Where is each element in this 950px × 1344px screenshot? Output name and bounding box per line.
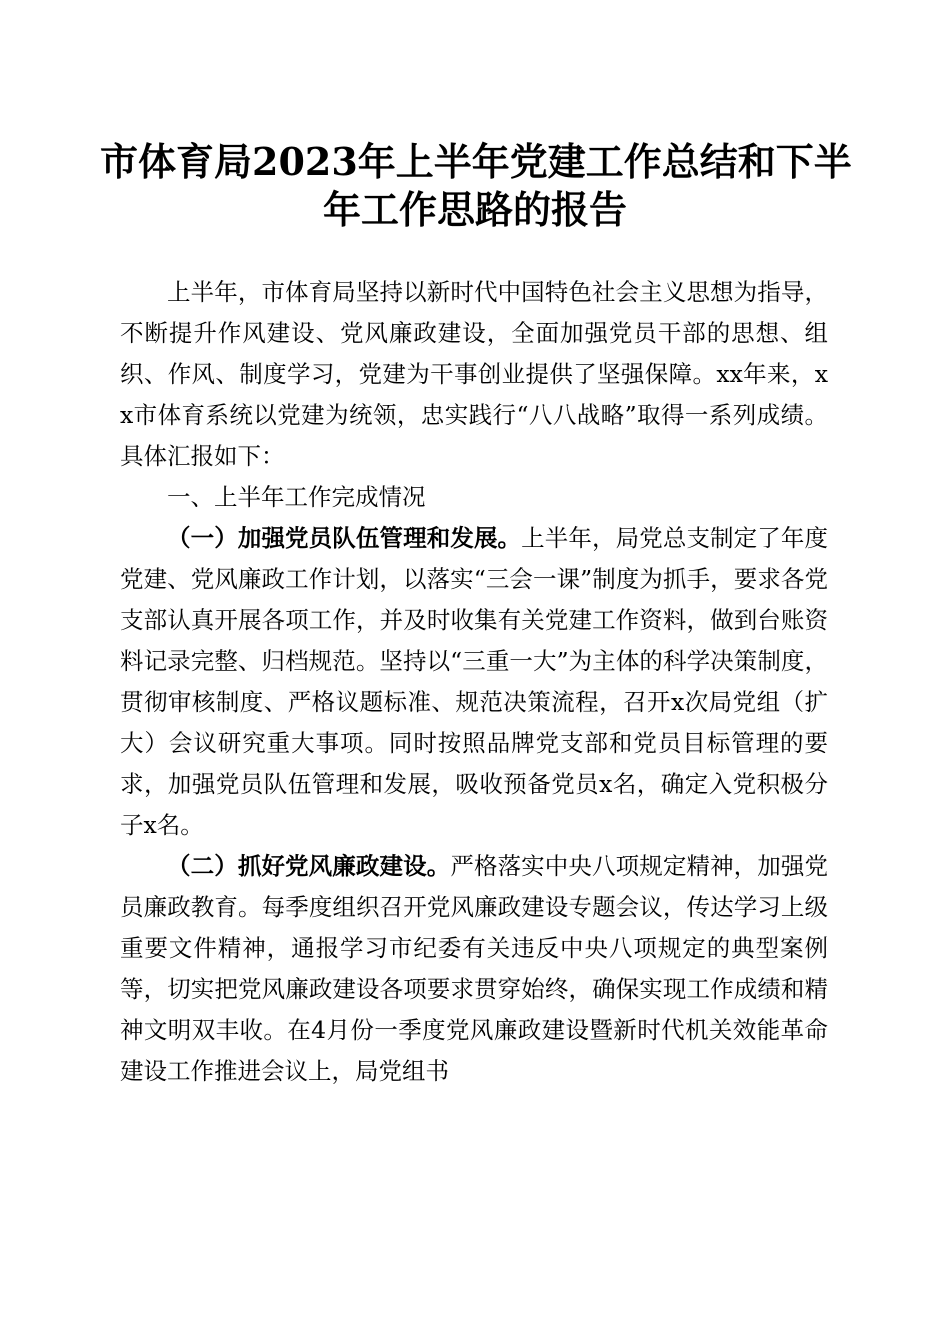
subsection-1-paragraph [120,518,828,846]
subsection-2-body: 严格落实中央八项规定精神，加强党员廉政教育。每季度组织召开党风廉政建设专题会议，传达学习上级重要文件精神，通报学习市纪委有关违反中央八项规定的典型案例等，切实把党风廉政建设各项要求贯穿始终，确保实现工作成绩和精神文明双丰收。在4月份一季度党风廉政建设暨新时代机关效能革命建设工作推进会议上，局党组书 [120,852,829,1085]
intro-paragraph: 上半年，市体育局坚持以新时代中国特色社会主义思想为指导，不断提升作风建设、党风廉政建设，全面加强党员干部的思想、组织、作风、制度学习，党建为干事创业提供了坚强保障。xx年来，xx市体育系统以党建为统领，忠实践行“八八战略”取得一系列成绩。具体汇报如下： [120,278,828,470]
document-title [100,138,850,234]
title-line-2: 年工作思路的报告 [322,187,627,232]
subsection-1-body: 上半年，局党总支制定了年度党建、党风廉政工作计划，以落实“三会一课”制度为抓手，要求各党支部认真开展各项工作，并及时收集有关党建工作资料，做到台账资料记录完整、归档规范。坚持以“三重一大”为主体的科学决策制度，贯彻审核制度、严格议题标准、规范决策流程，召开x次局党组（扩大）会议研究重大事项。同时按照品牌党支部和党员目标管理的要求，加强党员队伍管理和发展，吸收预备党员x名，确定入党积极分子x名。 [120,524,829,839]
subsection-2-lead: （二）抓好党风廉政建设。 [167,852,451,880]
document-body [120,272,828,1092]
subsection-2-paragraph [120,846,828,1092]
subsection-1-lead: （一）加强党员队伍管理和发展。 [167,524,522,552]
section-heading-1: 一、上半年工作完成情况 [167,483,426,511]
title-line-1: 市体育局2023年上半年党建工作总结和下半 [100,139,852,184]
